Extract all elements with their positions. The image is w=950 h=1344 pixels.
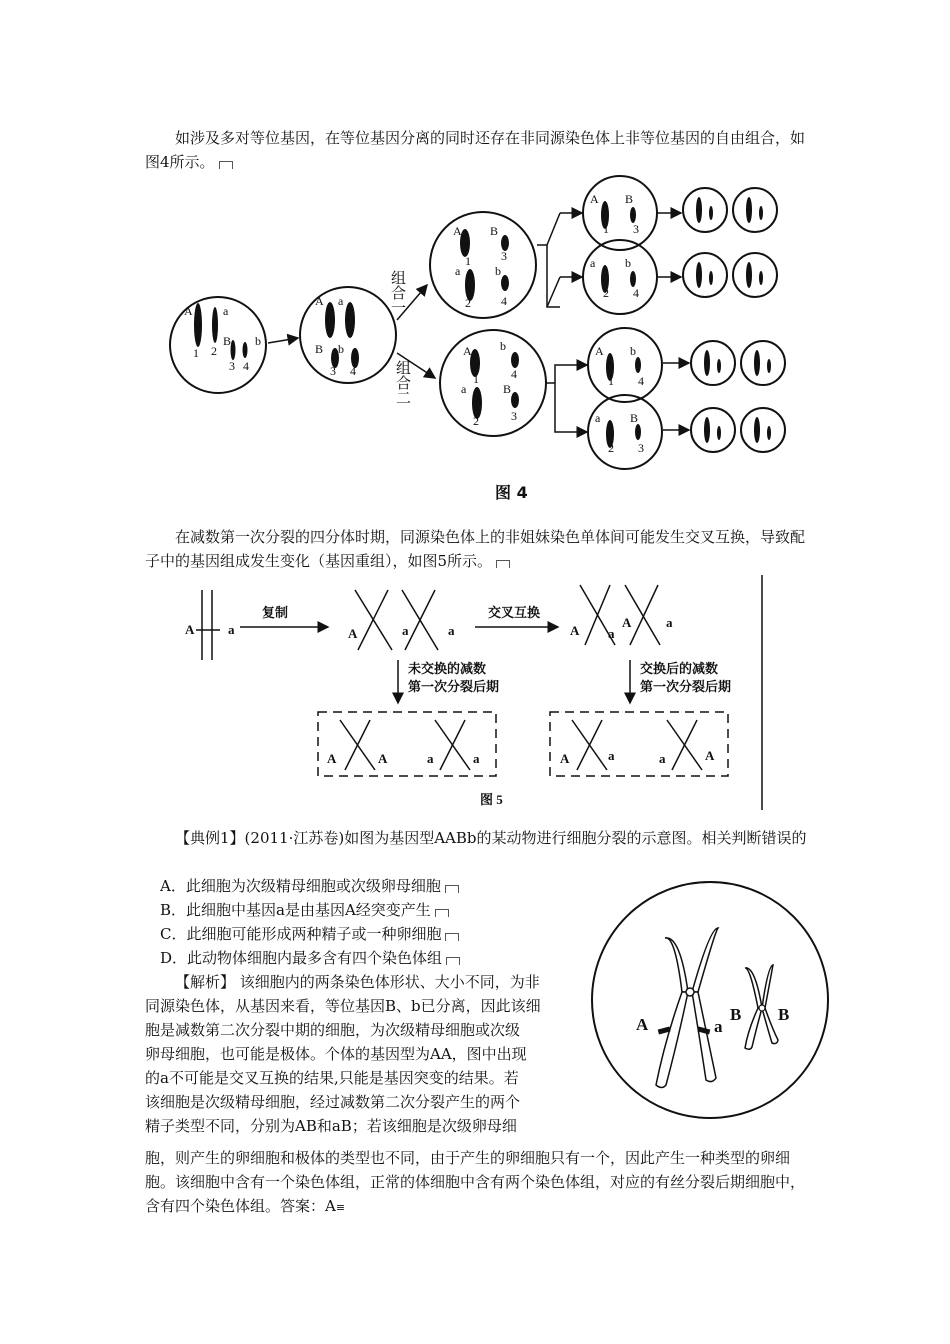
gene-label: B bbox=[625, 192, 634, 206]
example-stem: 【典例1】(2011·江苏卷)如图为基因型AABb的某动物进行细胞分裂的示意图。相关判断错误的 bbox=[175, 829, 807, 847]
option-b: B．此细胞中基因a是由基因A经突变产生 bbox=[160, 898, 449, 922]
gene-label: a bbox=[595, 411, 601, 425]
cell-gene-label: a bbox=[714, 1017, 723, 1036]
num-label: 4 bbox=[633, 286, 639, 300]
allele-label: a bbox=[666, 615, 673, 630]
gene-label: A bbox=[184, 304, 193, 318]
analysis-line: 【解析】 该细胞内的两条染色体形状、大小不同，为非 bbox=[175, 973, 540, 991]
gene-label: b bbox=[255, 334, 261, 348]
num-label: 2 bbox=[211, 344, 217, 358]
num-label: 2 bbox=[473, 414, 479, 428]
example-cell-figure bbox=[590, 880, 830, 1120]
gene-label: b bbox=[495, 264, 501, 278]
analysis-line: 的a不可能是交叉互换的结果,只能是基因突变的结果。若 bbox=[145, 1069, 519, 1087]
num-label: 2 bbox=[608, 441, 614, 455]
num-label: 3 bbox=[501, 249, 507, 263]
gene-label: A bbox=[590, 192, 599, 206]
gene-label: a bbox=[590, 256, 596, 270]
branch-label-2: 组合二 bbox=[394, 360, 410, 405]
branch-label-1: 组合一 bbox=[389, 270, 405, 315]
analysis-line: 该细胞是次级精母细胞，经过减数第二次分裂产生的两个 bbox=[145, 1093, 521, 1111]
allele-label: a bbox=[228, 622, 235, 637]
paragraph-mark-icon bbox=[496, 560, 510, 568]
paragraph-mark-icon bbox=[445, 885, 459, 893]
allele-label: a bbox=[448, 623, 455, 638]
gene-label: a bbox=[223, 304, 229, 318]
after-exchange-line2: 第一次分裂后期 bbox=[640, 679, 732, 694]
gene-label: a bbox=[455, 264, 461, 278]
allele-label: A bbox=[622, 615, 632, 630]
gene-label: a bbox=[461, 382, 467, 396]
num-label: 3 bbox=[330, 364, 336, 378]
gene-label: b bbox=[338, 342, 344, 356]
num-label: 2 bbox=[603, 286, 609, 300]
gene-label: A bbox=[453, 224, 462, 238]
analysis-line: 卵母细胞，也可能是极体。个体的基因型为AA，图中出现 bbox=[145, 1045, 527, 1063]
num-label: 3 bbox=[229, 359, 235, 373]
analysis-line: 同源染色体，从基因来看，等位基因B、b已分离，因此该细 bbox=[145, 997, 541, 1015]
num-label: 1 bbox=[473, 372, 479, 386]
no-exchange-line1: 未交换的减数 bbox=[408, 661, 487, 676]
num-label: 1 bbox=[465, 254, 471, 268]
analysis-line: 精子类型不同，分别为AB和aB；若该细胞是次级卵母细 bbox=[145, 1117, 517, 1135]
figure-4-caption: 图 4 bbox=[495, 483, 528, 502]
figure-5 bbox=[180, 575, 770, 815]
num-label: 3 bbox=[638, 441, 644, 455]
paragraph-mark-icon bbox=[446, 957, 460, 965]
num-label: 2 bbox=[465, 296, 471, 310]
num-label: 4 bbox=[511, 367, 517, 381]
gene-label: A bbox=[315, 294, 324, 308]
allele-label: A bbox=[348, 626, 358, 641]
analysis-tail: 胞，则产生的卵细胞和极体的类型也不同，由于产生的卵细胞只有一个，因此产生一种类型的卵细胞。该细胞中含有一个染色体组，正常的体细胞中含有两个染色体组，对应的有丝分裂后期细胞中，含有四个染色体组。答案：A≡ bbox=[145, 1149, 806, 1215]
gene-label: B bbox=[223, 334, 232, 348]
num-label: 4 bbox=[243, 359, 249, 373]
gene-label: B bbox=[490, 224, 499, 238]
gene-label: b bbox=[625, 256, 631, 270]
allele-label: a bbox=[402, 623, 409, 638]
num-label: 3 bbox=[633, 222, 639, 236]
allele-label: A bbox=[378, 751, 388, 766]
num-label: 1 bbox=[608, 374, 614, 388]
crossover-paragraph: 在减数第一次分裂的四分体时期，同源染色体上的非姐妹染色单体间可能发生交叉互换，导致配子中的基因组成发生变化（基因重组），如图5所示。 bbox=[145, 528, 806, 570]
allele-label: a bbox=[473, 751, 480, 766]
gene-label: B bbox=[630, 411, 639, 425]
option-c: C．此细胞可能形成两种精子或一种卵细胞 bbox=[160, 922, 459, 946]
allele-label: a bbox=[427, 751, 434, 766]
allele-label: A bbox=[185, 622, 195, 637]
analysis-line: 胞是减数第二次分裂中期的细胞，为次级精母细胞或次级 bbox=[145, 1021, 521, 1039]
allele-label: A bbox=[560, 751, 570, 766]
num-label: 4 bbox=[638, 374, 644, 388]
option-a: A．此细胞为次级精母细胞或次级卵母细胞 bbox=[160, 874, 459, 898]
paragraph-mark-icon bbox=[435, 909, 449, 917]
paragraph-mark-icon bbox=[445, 933, 459, 941]
num-label: 1 bbox=[193, 346, 199, 360]
allele-label: a bbox=[659, 751, 666, 766]
step-replicate: 复制 bbox=[262, 605, 289, 620]
cell-gene-label: B bbox=[778, 1005, 790, 1024]
gene-label: b bbox=[500, 339, 506, 353]
allele-label: a bbox=[608, 626, 615, 641]
allele-label: A bbox=[327, 751, 337, 766]
num-label: 4 bbox=[501, 294, 507, 308]
cell-gene-label: B bbox=[730, 1005, 742, 1024]
cell-gene-label: A bbox=[636, 1015, 649, 1034]
option-d: D．此动物体细胞内最多含有四个染色体组 bbox=[160, 946, 460, 970]
gene-label: a bbox=[338, 294, 344, 308]
gene-label: A bbox=[463, 344, 472, 358]
allele-label: A bbox=[705, 748, 715, 763]
figure-5-caption: 图 5 bbox=[480, 792, 503, 807]
allele-label: A bbox=[570, 623, 580, 638]
allele-label: a bbox=[608, 748, 615, 763]
intro-paragraph: 如涉及多对等位基因，在等位基因分离的同时还存在非同源染色体上非等位基因的自由组合，如图4所示。 bbox=[145, 129, 806, 171]
paragraph-mark-icon bbox=[219, 161, 233, 169]
step-crossover: 交叉互换 bbox=[488, 605, 541, 620]
gene-label: A bbox=[595, 344, 604, 358]
gene-label: b bbox=[630, 344, 636, 358]
figure-4 bbox=[165, 175, 795, 475]
analysis-block bbox=[145, 970, 585, 1138]
after-exchange-line1: 交换后的减数 bbox=[640, 661, 719, 676]
num-label: 4 bbox=[350, 364, 356, 378]
gene-label: B bbox=[503, 382, 512, 396]
num-label: 3 bbox=[511, 409, 517, 423]
gene-label: B bbox=[315, 342, 324, 356]
num-label: 1 bbox=[603, 222, 609, 236]
no-exchange-line2: 第一次分裂后期 bbox=[408, 679, 500, 694]
